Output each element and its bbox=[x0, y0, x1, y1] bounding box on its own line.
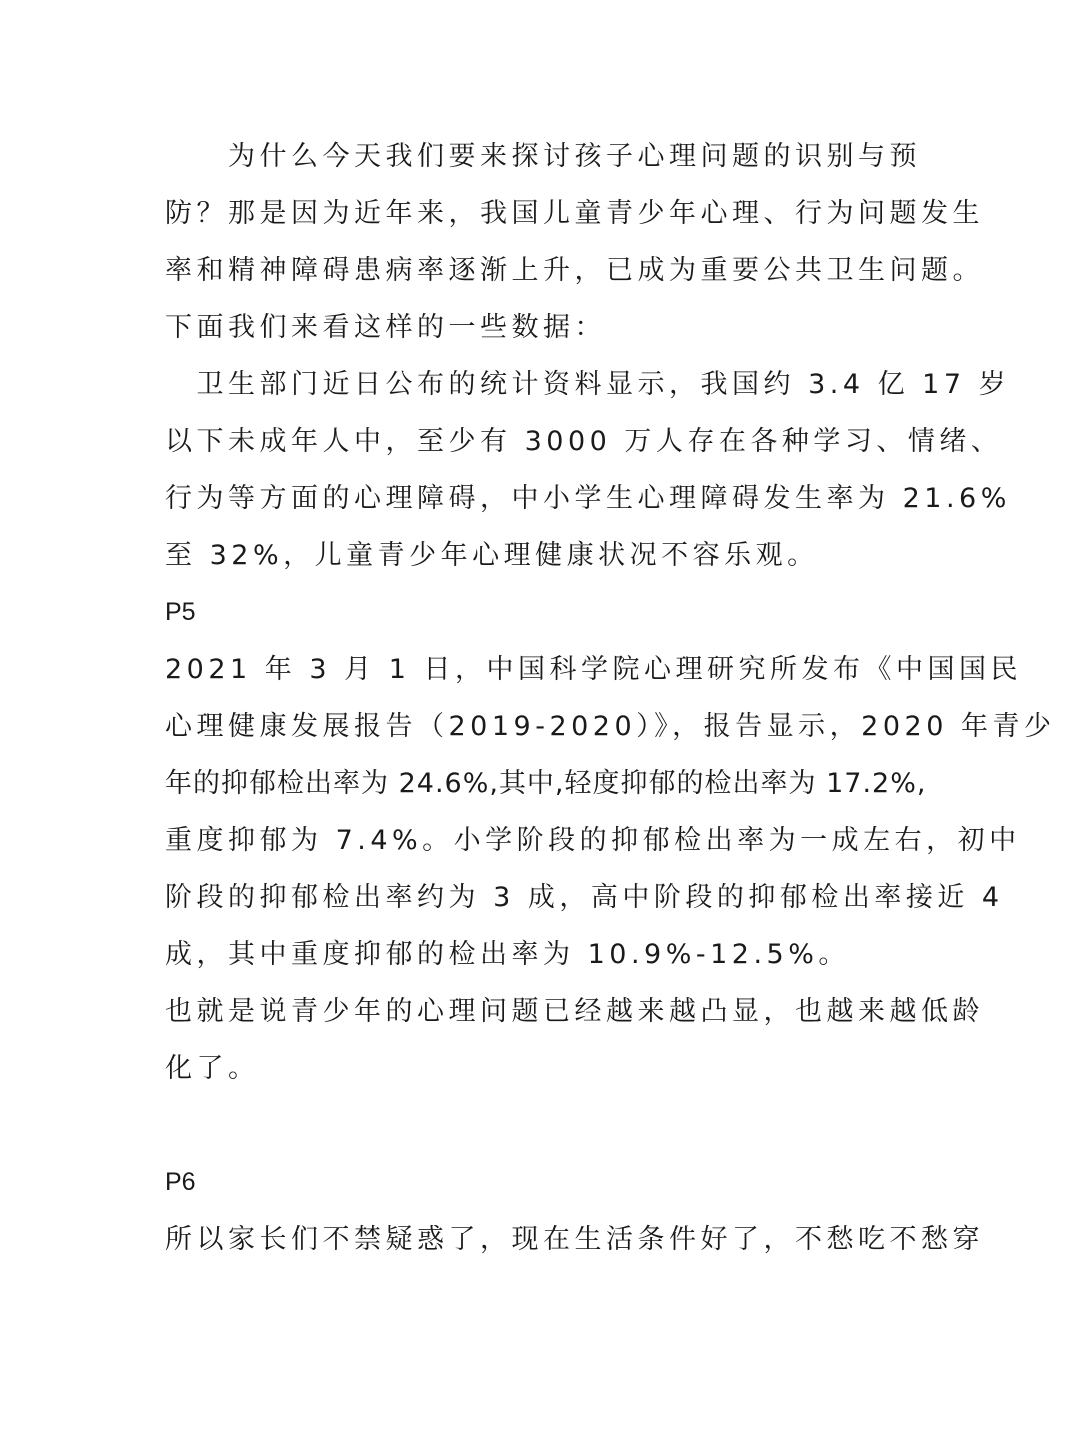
paragraph-line: 至 32%，儿童青少年心理健康状况不容乐观。 bbox=[165, 540, 819, 571]
paragraph-line: 率和精神障碍患病率逐渐上升，已成为重要公共卫生问题。 bbox=[165, 255, 984, 286]
section-marker-p6: P6 bbox=[165, 1168, 196, 1196]
paragraph-line: 为什么今天我们要来探讨孩子心理问题的识别与预 bbox=[165, 141, 921, 172]
paragraph-line: 阶段的抑郁检出率约为 3 成，高中阶段的抑郁检出率接近 4 bbox=[165, 882, 1004, 913]
blank-line bbox=[165, 1097, 917, 1154]
paragraph-line: 化了。 bbox=[165, 1053, 260, 1084]
document-page bbox=[165, 128, 1056, 1268]
paragraph-line: 卫生部门近日公布的统计资料显示，我国约 3.4 亿 17 岁 bbox=[165, 369, 1011, 400]
paragraph-line: 也就是说青少年的心理问题已经越来越凸显，也越来越低龄 bbox=[165, 996, 984, 1027]
paragraph-line: 成，其中重度抑郁的检出率为 10.9%-12.5%。 bbox=[165, 939, 850, 970]
paragraph-line: 重度抑郁为 7.4%。小学阶段的抑郁检出率为一成左右，初中 bbox=[165, 825, 1021, 856]
paragraph-line: 行为等方面的心理障碍，中小学生心理障碍发生率为 21.6% bbox=[165, 483, 1011, 514]
paragraph-line: 年的抑郁检出率为 24.6%,其中,轻度抑郁的检出率为 17.2%, bbox=[165, 768, 927, 799]
paragraph-line: 以下未成年人中，至少有 3000 万人存在各种学习、情绪、 bbox=[165, 426, 1003, 457]
section-marker-p5: P5 bbox=[165, 598, 196, 626]
paragraph-line: 所以家长们不禁疑惑了，现在生活条件好了，不愁吃不愁穿 bbox=[165, 1224, 984, 1255]
paragraph-line: 下面我们来看这样的一些数据： bbox=[165, 312, 606, 343]
paragraph-line: 心理健康发展报告（2019-2020）》，报告显示，2020 年青少 bbox=[165, 711, 1056, 742]
paragraph-line: 防？那是因为近年来，我国儿童青少年心理、行为问题发生 bbox=[165, 198, 984, 229]
paragraph-line: 2021 年 3 月 1 日，中国科学院心理研究所发布《中国国民 bbox=[165, 654, 1022, 685]
